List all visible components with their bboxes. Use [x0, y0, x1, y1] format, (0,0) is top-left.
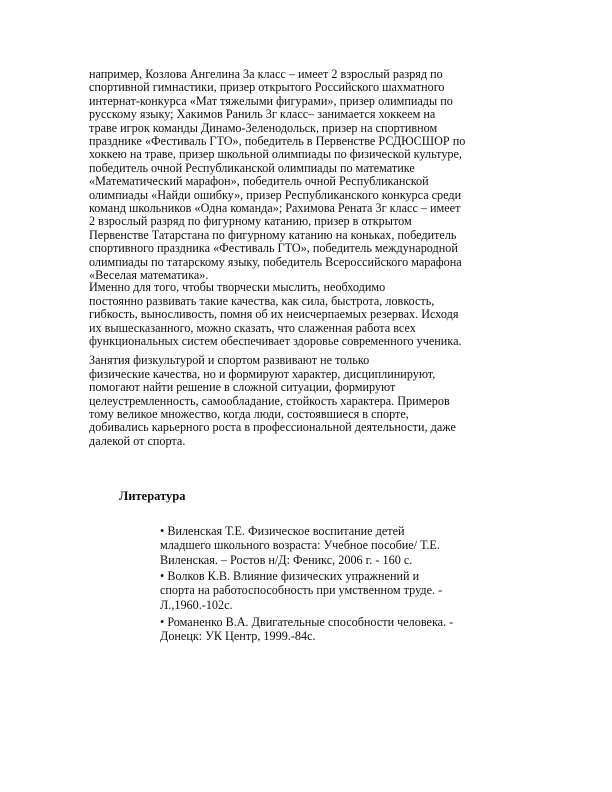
text-line: олимпиады по татарскому языку, победитель Всероссийского марафона: [89, 254, 462, 269]
reference-line: • Волков К.В. Влияние физических упражнений и: [160, 568, 420, 583]
text-line: постоянно развивать такие качества, как сила, быстрота, ловкость,: [89, 293, 435, 308]
reference-item: [160, 597, 560, 644]
text-line: спортивной гимнастики, призер открытого Российского шахматного: [89, 80, 445, 95]
body-paragraph-achievements: [89, 68, 523, 283]
text-line: интернат-конкурса «Мат тяжелыми фигурами», призер олимпиады по: [89, 93, 453, 108]
text-line: 2 взрослый разряд по фигурному катанию, призер в открытом: [89, 214, 412, 229]
reference-line: • Виленская Т.Е. Физическое воспитание детей: [160, 523, 405, 538]
text-line: например, Козлова Ангелина 3а класс – имеет 2 взрослый разряд по: [89, 67, 443, 81]
text-line: далекой от спорта.: [89, 433, 186, 448]
reference-line: Л.,1960.-102с.: [160, 597, 233, 612]
text-line: целеустремленность, самообладание, стойкость характера. Примеров: [89, 393, 450, 408]
text-line: команд школьников «Одна команда»; Рахимова Рената 3г класс – имеет: [89, 201, 461, 216]
text-line: Занятия физкультурой и спортом развивают не только: [89, 353, 370, 368]
text-line: русскому языку; Хакимов Раниль 3г класс– занимается хоккеем на: [89, 107, 436, 122]
reference-line: младшего школьного возраста: Учебное пособие/ Т.Е.: [160, 538, 440, 553]
text-line: «Веселая математика».: [89, 268, 209, 283]
references-heading: Литература: [119, 489, 186, 503]
body-paragraph-sport-character: [89, 341, 523, 448]
text-line: спортивного праздника «Фестиваль ГТО», победитель международной: [89, 241, 458, 256]
text-line: траве игрок команды Динамо-Зеленодольск, призер на спортивном: [89, 120, 438, 135]
text-line: победитель очной Республиканской олимпиады по математике: [89, 160, 415, 175]
text-line: помогают найти решение в сложной ситуации, формируют: [89, 380, 396, 395]
text-line: олимпиады «Найди ошибку», призер Республиканского конкурса среди: [89, 187, 462, 202]
text-line: хоккею на траве, призер школьной олимпиады по физической культуре,: [89, 147, 462, 162]
body-paragraph-qualities: [89, 268, 523, 348]
reference-line: Виленская. – Ростов н/Д: Феникс, 2006 г. - 160 с.: [160, 552, 413, 567]
reference-line: спорта на работоспособность при умственном труде. -: [160, 583, 443, 598]
text-line: тому великое множество, когда люди, состоявшиеся в спорте,: [89, 407, 409, 422]
text-line: Именно для того, чтобы творчески мыслить, необходимо: [89, 280, 386, 295]
text-line: их вышесказанного, можно сказать, что слаженная работа всех: [89, 320, 416, 335]
text-line: добивались карьерного роста в профессиональной деятельности, даже: [89, 420, 456, 435]
text-line: физические качества, но и формируют характер, дисциплинируют,: [89, 366, 436, 381]
text-line: празднике «Фестиваль ГТО», победитель в Первенстве РСДЮСШОР по: [89, 134, 466, 149]
reference-line: Донецк: УК Центр, 1999.-84с.: [160, 629, 316, 644]
text-line: функциональных систем обеспечивает здоровье современного ученика.: [89, 334, 462, 349]
text-line: гибкость, выносливость, помня об их неисчерпаемых резервах. Исходя: [89, 307, 459, 322]
reference-line: • Романенко В.А. Двигательные способности человека. -: [160, 614, 454, 629]
text-line: «Математический марафон», победитель очной Республиканской: [89, 174, 429, 189]
text-line: Первенстве Татарстана по фигурному катанию на коньках, победитель: [89, 227, 457, 242]
